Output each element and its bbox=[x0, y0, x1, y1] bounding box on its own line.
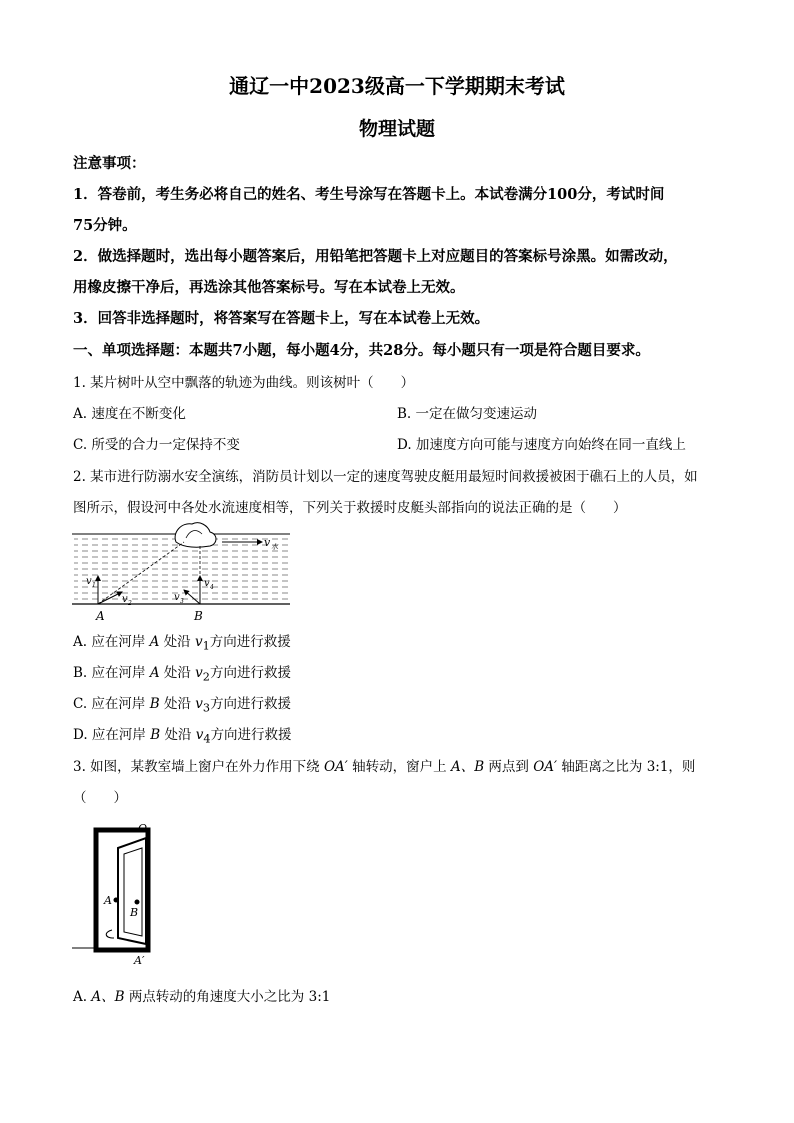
q2-river-figure bbox=[72, 518, 292, 624]
q2-option-b[interactable]: B. 应在河岸 A 处沿 $v_2$方向进行救援 bbox=[73, 665, 291, 684]
q3-option-a[interactable]: A. A、B 两点转动的角速度大小之比为 3:1 bbox=[73, 989, 331, 1005]
exam-title: 通辽一中2023级高一下学期期末考试 bbox=[229, 74, 565, 98]
water-velocity-label: v bbox=[264, 536, 271, 549]
svg-text:水: 水 bbox=[271, 543, 278, 551]
q3-stem-line-2: （ ） bbox=[73, 790, 127, 806]
q2-stem-line-1: 2. 某市进行防溺水安全演练，消防员计划以一定的速度驾驶皮艇用最短时间救援被困于礁石上的人员，如 bbox=[73, 469, 698, 485]
v1-label: v bbox=[86, 576, 92, 587]
q2-option-c[interactable]: C. 应在河岸 B 处沿 $v_3$方向进行救援 bbox=[73, 696, 292, 715]
q1-option-c[interactable]: C. 所受的合力一定保持不变 bbox=[73, 437, 240, 453]
point-a-label: A bbox=[96, 609, 105, 623]
svg-text:2: 2 bbox=[128, 600, 132, 607]
q1-option-a[interactable]: A. 速度在不断变化 bbox=[73, 406, 186, 422]
note-2-line-1: 2．做选择题时，选出每小题答案后，用铅笔把答题卡上对应题目的答案标号涂黑。如需改动， bbox=[73, 248, 678, 265]
note-1-line-1: 1．答卷前，考生务必将自己的姓名、考生号涂写在答题卡上。本试卷满分100分，考试时间 bbox=[73, 186, 665, 203]
svg-text:1: 1 bbox=[92, 582, 96, 589]
axis-o-label: O bbox=[138, 822, 148, 835]
note-2-line-2: 用橡皮擦干净后，再选涂其他答案标号。写在本试卷上无效。 bbox=[73, 279, 465, 296]
v2-label: v bbox=[122, 594, 128, 605]
svg-text:4: 4 bbox=[210, 584, 214, 591]
v4-label: v bbox=[204, 578, 210, 589]
axis-a-prime-label: A′ bbox=[134, 954, 145, 967]
note-3: 3．回答非选择题时，将答案写在答题卡上，写在本试卷上无效。 bbox=[73, 310, 490, 327]
section-1-heading: 一、单项选择题：本题共7小题，每小题4分，共28分。每小题只有一项是符合题目要求。 bbox=[73, 342, 650, 359]
q2-option-a[interactable]: A. 应在河岸 A 处沿 $v_1$方向进行救援 bbox=[73, 634, 291, 653]
point-a-dot bbox=[114, 898, 119, 903]
exam-subject: 物理试题 bbox=[358, 118, 435, 140]
point-a-label: A bbox=[104, 894, 112, 907]
point-b-label: B bbox=[194, 609, 203, 623]
point-b-dot bbox=[135, 900, 140, 905]
q2-stem-line-2: 图所示，假设河中各处水流速度相等，下列关于救援时皮艇头部指向的说法正确的是（ ） bbox=[73, 500, 627, 516]
q1-stem: 1. 某片树叶从空中飘落的轨迹为曲线。则该树叶（ ） bbox=[73, 375, 415, 391]
notes-heading: 注意事项： bbox=[73, 155, 146, 172]
v3-label: v bbox=[174, 592, 180, 603]
point-b-label: B bbox=[130, 906, 139, 919]
q1-option-b[interactable]: B. 一定在做匀变速运动 bbox=[397, 406, 538, 422]
q3-window-figure bbox=[70, 818, 160, 970]
q3-stem-line-1: 3. 如图，某教室墙上窗户在外力作用下绕 OA′ 轴转动，窗户上 A、B 两点到 OA′ 轴距离之比为 3:1，则 bbox=[73, 759, 696, 775]
svg-text:3: 3 bbox=[180, 598, 184, 605]
note-1-line-2: 75分钟。 bbox=[73, 217, 137, 234]
q2-option-d[interactable]: D. 应在河岸 B 处沿 $v_4$方向进行救援 bbox=[73, 727, 292, 746]
q1-option-d[interactable]: D. 加速度方向可能与速度方向始终在同一直线上 bbox=[397, 437, 686, 453]
